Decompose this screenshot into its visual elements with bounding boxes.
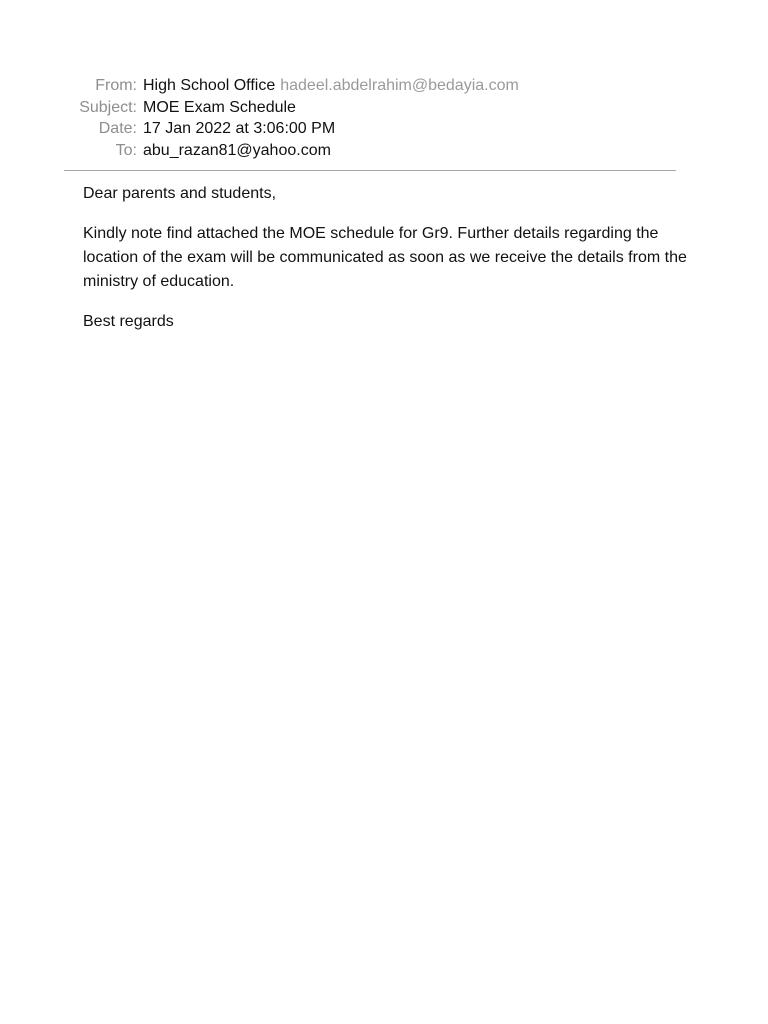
body-paragraph: Kindly note find attached the MOE schedule for Gr9. Further details regarding the location of the exam will be communicated as soon as we receive the details from the ministry of education. [83,225,687,290]
from-label: From: [95,77,137,94]
closing: Best regards [83,313,174,330]
date-label: Date: [98,120,137,137]
subject-row [0,97,768,119]
sender-email[interactable]: hadeel.abdelrahim@bedayia.com [280,77,519,94]
sender-name[interactable]: High School Office [143,77,276,94]
to-row [0,140,768,162]
subject-value: MOE Exam Schedule [143,98,296,116]
recipient-email[interactable]: abu_razan81@yahoo.com [143,141,331,159]
email-body [83,182,693,350]
greeting: Dear parents and students, [83,185,277,202]
to-label: To: [115,141,137,159]
date-row [0,118,768,140]
date-value: 17 Jan 2022 at 3:06:00 PM [143,120,336,137]
from-row [0,75,768,97]
email-header [0,75,768,161]
subject-label: Subject: [79,98,137,116]
header-divider [64,170,676,171]
